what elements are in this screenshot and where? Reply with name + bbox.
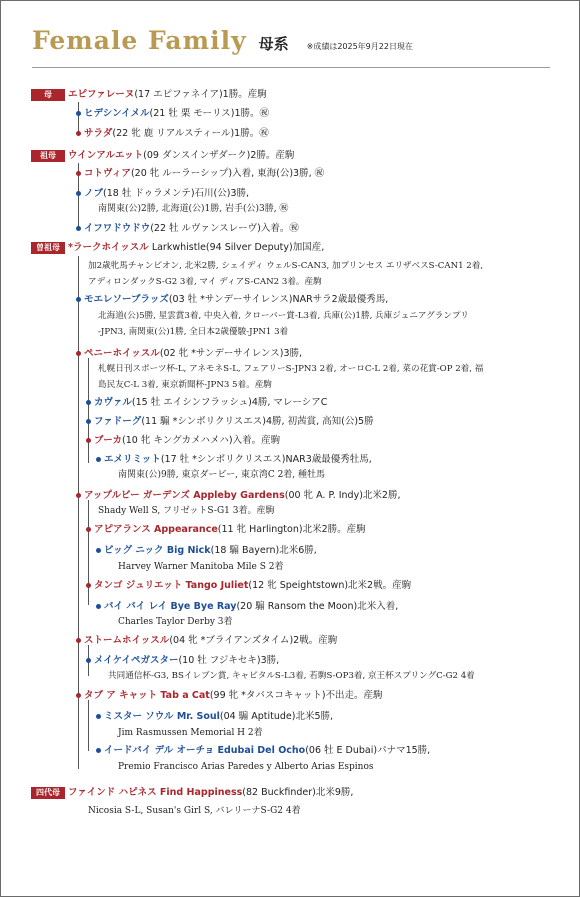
horse-desc: (15 牡 エイシンフラッシュ)4勝, マレーシアC [131, 397, 328, 408]
horse-name: タブ ア キャット Tab a Cat [84, 690, 210, 701]
horse-name: ノブ [84, 188, 104, 199]
entry-detail: -JPN3, 南関東(公)1勝, 全日本2歳優駿-JPN1 3着 [98, 327, 289, 337]
entry-marker [96, 548, 101, 553]
entry-marker [76, 171, 81, 176]
entry-foal [84, 107, 269, 120]
horse-desc: (20 牝 ルーラーシップ)入着, 東海(公)3勝, ㊗ [130, 168, 325, 179]
entry-foal [84, 167, 324, 180]
entry-detail: 南関東(公)2勝, 北海道(公)1勝, 岩手(公)3勝, ㊗ [98, 204, 289, 214]
entry-detail: Shady Well S, フリゼットS-G1 3着。産駒 [98, 506, 275, 516]
horse-desc: (17 エピファネイア)1勝。産駒 [134, 89, 267, 100]
horse-desc: (02 牝 *サンデーサイレンス)3勝, [159, 348, 303, 359]
entry-marker [96, 748, 101, 753]
horse-desc: (10 牡 フジキセキ)3勝, [178, 655, 280, 666]
horse-name: モエレソーブラッズ [84, 294, 169, 305]
entry-detail: アディロンダックS-G2 3着, マイ ディアS-CAN2 3着。産駒 [88, 277, 322, 287]
horse-desc: (18 騸 Bayern)北米6勝, [210, 545, 317, 556]
entry-detail: 共同通信杯-G3, BSイレブン賞, キャピタルS-L3着, 若駒S-OP3着, 京王杯スプリングC-G2 4着 [108, 671, 475, 681]
entry-foal [84, 187, 249, 200]
entry-detail: Premio Francisco Arias Paredes y Alberto Arias Espinos [118, 762, 374, 772]
entry-marker [86, 658, 91, 663]
entry-marker [76, 131, 81, 136]
tag-third-dam: 曽祖母 [31, 242, 65, 254]
horse-name: ミスター ソウル Mr. Soul [104, 711, 220, 722]
horse-desc: (11 牝 Harlington)北米2勝。産駒 [217, 524, 366, 535]
horse-name: *ラークホイッスル [68, 242, 149, 253]
horse-name: ヒデシンイメル [84, 108, 150, 119]
entry-foal [84, 293, 388, 306]
horse-desc: (17 牡 *シンボリクリスエス)NAR3歳最優秀牡馬, [160, 454, 372, 465]
horse-desc: (03 牡 *サンデーサイレンス)NARサラ2歳最優秀馬, [168, 294, 389, 305]
horse-name: ウインアルエット [68, 150, 144, 161]
entry-foal [104, 544, 317, 557]
entry-granddam [68, 149, 294, 162]
horse-desc: (06 牡 E Dubai)パナマ15勝, [305, 745, 431, 756]
entry-detail: Charles Taylor Derby 3着 [118, 617, 233, 627]
entry-detail: 北海道(公)5勝, 星雲賞3着, 中央入着, クローバー賞-L3着, 兵庫(公)1勝, 兵庫ジュニアグランプリ [98, 311, 469, 321]
entry-third-dam [68, 241, 324, 254]
entry-detail: 加2歳牝馬チャンピオン, 北米2勝, シェイディ ウェルS-CAN3, 加プリンセス エリザベスS-CAN1 2着, [88, 261, 484, 271]
horse-name: ファドーグ [94, 416, 142, 427]
entry-fourth-dam [68, 786, 353, 799]
entry-foal [84, 634, 337, 647]
horse-name: ペニーホイッスル [84, 348, 160, 359]
entry-dam [68, 88, 267, 101]
horse-name: イフワドウドウ [84, 223, 151, 234]
entry-detail: 南関東(公)9勝, 東京ダービー, 東京湾C 2着, 種牡馬 [118, 470, 326, 480]
entry-detail: 札幌日刊スポーツ杯-L, アネモネS-L, フェアリーS-JPN3 2着, オーロC-L 2着, 菜の花賞-OP 2着, 福 [98, 364, 484, 374]
horse-name: エメリミット [104, 454, 161, 465]
entry-marker [96, 457, 101, 462]
entry-marker [86, 527, 91, 532]
entry-foal [104, 600, 398, 613]
entry-marker [86, 419, 91, 424]
entry-marker [86, 438, 91, 443]
entry-marker [96, 714, 101, 719]
horse-name: ブーカ [94, 435, 123, 446]
horse-desc: (21 牡 栗 モーリス)1勝。㊗ [149, 108, 270, 119]
entry-foal [94, 396, 327, 409]
entry-detail: Jim Rasmussen Memorial H 2着 [118, 728, 263, 738]
entry-marker [76, 111, 81, 116]
entry-foal [84, 127, 269, 140]
horse-desc: (00 牝 A. P. Indy)北米2勝, [284, 490, 401, 501]
horse-desc: (04 牝 *ブライアンズタイム)2戦。産駒 [169, 635, 338, 646]
horse-desc: (99 牝 *タバスコキャット)不出走。産駒 [209, 690, 383, 701]
horse-name: ファインド ハピネス Find Happiness [68, 787, 243, 798]
entry-marker [76, 191, 81, 196]
entry-foal [84, 347, 302, 360]
horse-name: カヴァル [94, 397, 132, 408]
page-title: Female Family [32, 26, 247, 55]
tag-granddam: 祖母 [31, 150, 65, 162]
tree-line [88, 500, 89, 605]
entry-detail: Harvey Warner Manitoba Mile S 2着 [118, 562, 284, 572]
horse-name: エピファレーヌ [68, 89, 135, 100]
entry-detail: Nicosia S-L, Susan's Girl S, バレリーナS-G2 4着 [88, 806, 301, 816]
entry-marker [76, 493, 81, 498]
horse-desc: (22 牝 鹿 リアルスティール)1勝。㊗ [112, 128, 269, 139]
horse-desc: (18 牡 ドゥラメンテ)石川(公)3勝, [103, 188, 250, 199]
horse-name: バイ バイ レイ Bye Bye Ray [104, 601, 237, 612]
horse-name: メイケイペガスター [94, 655, 179, 666]
entry-foal [84, 222, 299, 235]
horse-name: イードバイ デル オーチョ Edubai Del Ocho [104, 745, 306, 756]
horse-desc: (10 牝 キングカメハメハ)入着。産駒 [122, 435, 281, 446]
entry-foal [104, 453, 372, 466]
entry-foal [84, 489, 400, 502]
entry-foal [104, 744, 430, 757]
horse-name: ビッグ ニック Big Nick [104, 545, 211, 556]
entry-marker [96, 604, 101, 609]
entry-foal [104, 710, 333, 723]
tree-line [88, 358, 89, 463]
horse-desc: (09 ダンスインザダーク)2勝。産駒 [143, 150, 295, 161]
horse-desc: (22 牡 ルヴァンスレーヴ)入着。㊗ [150, 223, 299, 234]
entry-marker [86, 583, 91, 588]
tag-dam: 母 [31, 89, 65, 101]
date-note: ※成績は2025年9月22日現在 [306, 42, 413, 51]
entry-detail: 島民友C-L 3着, 東京新聞杯-JPN3 5着。産駒 [98, 380, 272, 390]
page-header [32, 26, 413, 55]
entry-foal [94, 523, 366, 536]
horse-name: アピアランス Appearance [94, 524, 218, 535]
horse-desc: (11 騸 *シンボリクリスエス)4勝, 初茜賞, 高知(公)5勝 [141, 416, 374, 427]
page-title-jp: 母系 [258, 35, 289, 53]
tree-line [78, 102, 79, 134]
horse-desc: (04 騸 Aptitude)北米5勝, [219, 711, 334, 722]
horse-name: タンゴ ジュリエット Tango Juliet [94, 580, 249, 591]
horse-desc: (20 騸 Ransom the Moon)北米入着, [236, 601, 399, 612]
header-divider [32, 67, 550, 68]
tag-fourth-dam: 四代母 [31, 787, 65, 799]
horse-desc: (82 Buckfinder)北米9勝, [242, 787, 354, 798]
entry-marker [76, 351, 81, 356]
entry-foal [94, 654, 279, 667]
entry-foal [84, 689, 383, 702]
entry-marker [86, 400, 91, 405]
tree-line [88, 700, 89, 751]
horse-name: ストームホイッスル [84, 635, 170, 646]
horse-name: サラダ [84, 128, 113, 139]
entry-marker [76, 693, 81, 698]
horse-desc: (12 牝 Speightstown)北米2戦。産駒 [248, 580, 412, 591]
horse-desc: Larkwhistle(94 Silver Deputy)加国産, [151, 242, 325, 253]
entry-marker [76, 638, 81, 643]
horse-name: コトヴィア [84, 168, 131, 179]
entry-foal [94, 579, 411, 592]
entry-foal [94, 434, 280, 447]
entry-foal [94, 415, 374, 428]
horse-name: アップルビー ガーデンズ Appleby Gardens [84, 490, 285, 501]
entry-marker [76, 226, 81, 231]
entry-marker [76, 297, 81, 302]
